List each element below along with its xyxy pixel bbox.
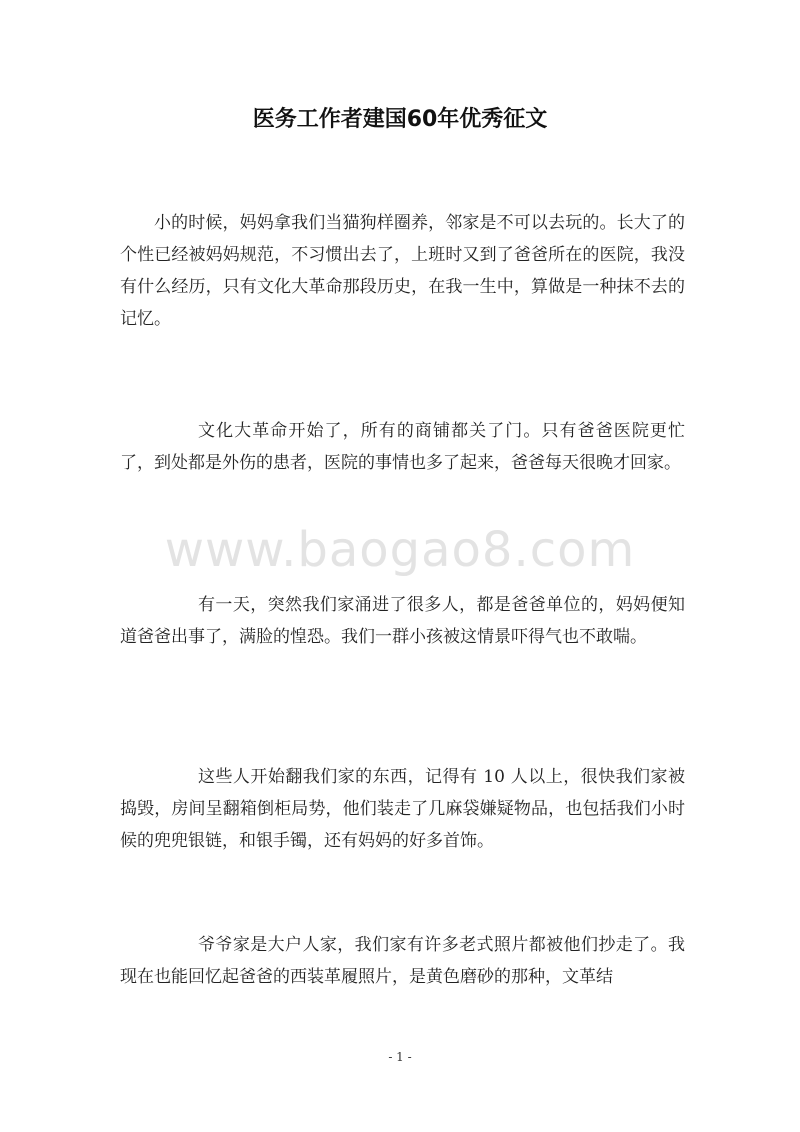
page-number: - 1 - (388, 1050, 412, 1064)
document-title: 医务工作者建国60年优秀征文 (252, 107, 548, 132)
paragraph-2: 文化大革命开始了，所有的商铺都关了门。只有爸爸医院更忙了，到处都是外伤的患者，医院的事情也多了起来，爸爸每天很晚才回家。 (120, 421, 685, 473)
paragraph-4: 这些人开始翻我们家的东西，记得有 10 人以上，很快我们家被捣毁，房间呈翻箱倒柜局势，他们装走了几麻袋嫌疑物品，也包括我们小时候的兜兜银链，和银手镯，还有妈妈的好多首饰。 (120, 767, 685, 851)
watermark: www.baogao8.com (164, 522, 636, 578)
paragraph-1: 小的时候，妈妈拿我们当猫狗样圈养，邻家是不可以去玩的。长大了的个性已经被妈妈规范，不习惯出去了，上班时又到了爸爸所在的医院，我没有什么经历，只有文化大革命那段历史，在我一生中，算做是一种抹不去的记忆。 (120, 213, 685, 329)
paragraph-5: 爷爷家是大户人家，我们家有许多老式照片都被他们抄走了。我现在也能回忆起爸爸的西装革履照片，是黄色磨砂的那种，文革结 (120, 935, 685, 987)
paragraph-3: 有一天，突然我们家涌进了很多人，都是爸爸单位的，妈妈便知道爸爸出事了，满脸的惶恐。我们一群小孩被这情景吓得气也不敢喘。 (120, 595, 685, 647)
